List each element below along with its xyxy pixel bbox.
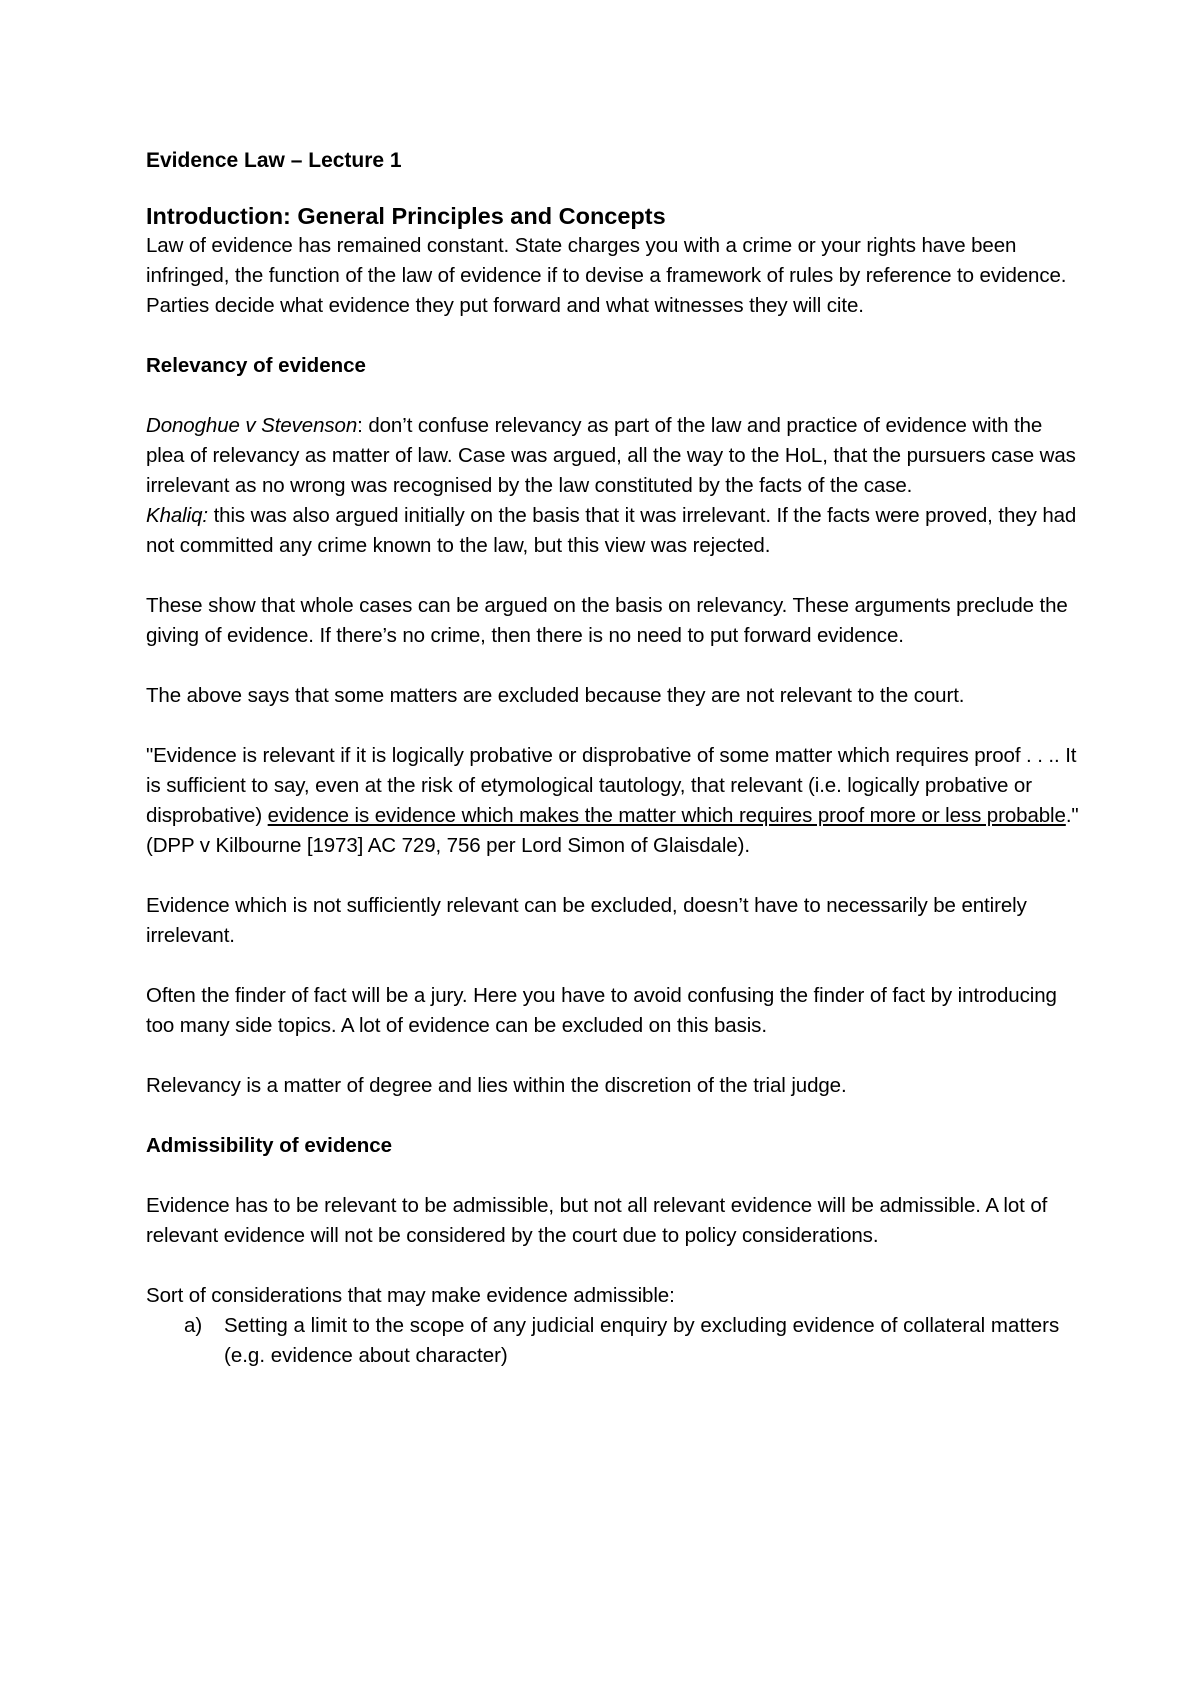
excluded-paragraph: The above says that some matters are excluded because they are not relevant to the court. bbox=[146, 684, 965, 707]
list-item-marker: a) bbox=[184, 1314, 203, 1337]
relevancy-heading: Relevancy of evidence bbox=[146, 354, 366, 377]
donoghue-case-name: Donoghue v Stevenson bbox=[146, 414, 358, 437]
quote-part-1: "Evidence is relevant if it is logically probative or disprobative of some matter which requires proof . . .. It is sufficient to say, even at the risk of etymological tautology, that relevant (i.e. logically probative or disprobative) bbox=[146, 744, 1077, 827]
admissibility-paragraph: Evidence has to be relevant to be admissible, but not all relevant evidence will be admissible. A lot of relevant evidence will not be considered by the court due to policy considerations. bbox=[146, 1194, 1048, 1247]
khaliq-text: this was also argued initially on the basis that it was irrelevant. If the facts were proved, they had not committed any crime known to the law, but this view was rejected. bbox=[146, 504, 1077, 557]
jury-paragraph: Often the finder of fact will be a jury. Here you have to avoid confusing the finder of fact by introducing too many side topics. A lot of evidence can be excluded on this basis. bbox=[146, 984, 1057, 1037]
considerations-intro: Sort of considerations that may make evidence admissible: bbox=[146, 1284, 675, 1307]
admissibility-heading: Admissibility of evidence bbox=[146, 1134, 393, 1157]
quote-part-2: ." (DPP v Kilbourne [1973] AC 729, 756 per Lord Simon of Glaisdale). bbox=[146, 804, 1079, 857]
list-item bbox=[146, 1311, 1080, 1371]
intro-paragraph: Law of evidence has remained constant. State charges you with a crime or your rights have been infringed, the function of the law of evidence if to devise a framework of rules by reference to evidence. Parties decide what evidence they put forward and what witnesses they will cite. bbox=[146, 234, 1067, 317]
document-title: Evidence Law – Lecture 1 bbox=[146, 149, 402, 172]
kilbourne-quote-paragraph bbox=[146, 741, 1080, 861]
degree-paragraph: Relevancy is a matter of degree and lies within the discretion of the trial judge. bbox=[146, 1074, 847, 1097]
intro-heading: Introduction: General Principles and Concepts bbox=[146, 203, 666, 229]
donoghue-text: : don’t confuse relevancy as part of the law and practice of evidence with the plea of relevancy as matter of law. Case was argued, all the way to the HoL, that the pursuers case was irrelevant as no wrong was recognised by the law constituted by the facts of the case. bbox=[146, 414, 1076, 497]
not-sufficient-paragraph: Evidence which is not sufficiently relevant can be excluded, doesn’t have to necessarily be entirely irrelevant. bbox=[146, 894, 1027, 947]
list-item-text: Setting a limit to the scope of any judicial enquiry by excluding evidence of collateral matters (e.g. evidence about character) bbox=[224, 1314, 1060, 1367]
whole-cases-paragraph: These show that whole cases can be argued on the basis on relevancy. These arguments preclude the giving of evidence. If there’s no crime, then there is no need to put forward evidence. bbox=[146, 594, 1068, 647]
khaliq-paragraph bbox=[146, 501, 1080, 561]
considerations-list bbox=[146, 1311, 1080, 1371]
khaliq-case-name: Khaliq: bbox=[146, 504, 208, 527]
quote-underlined-definition: evidence is evidence which makes the matter which requires proof more or less probable bbox=[267, 804, 1066, 827]
donoghue-paragraph bbox=[146, 411, 1080, 501]
